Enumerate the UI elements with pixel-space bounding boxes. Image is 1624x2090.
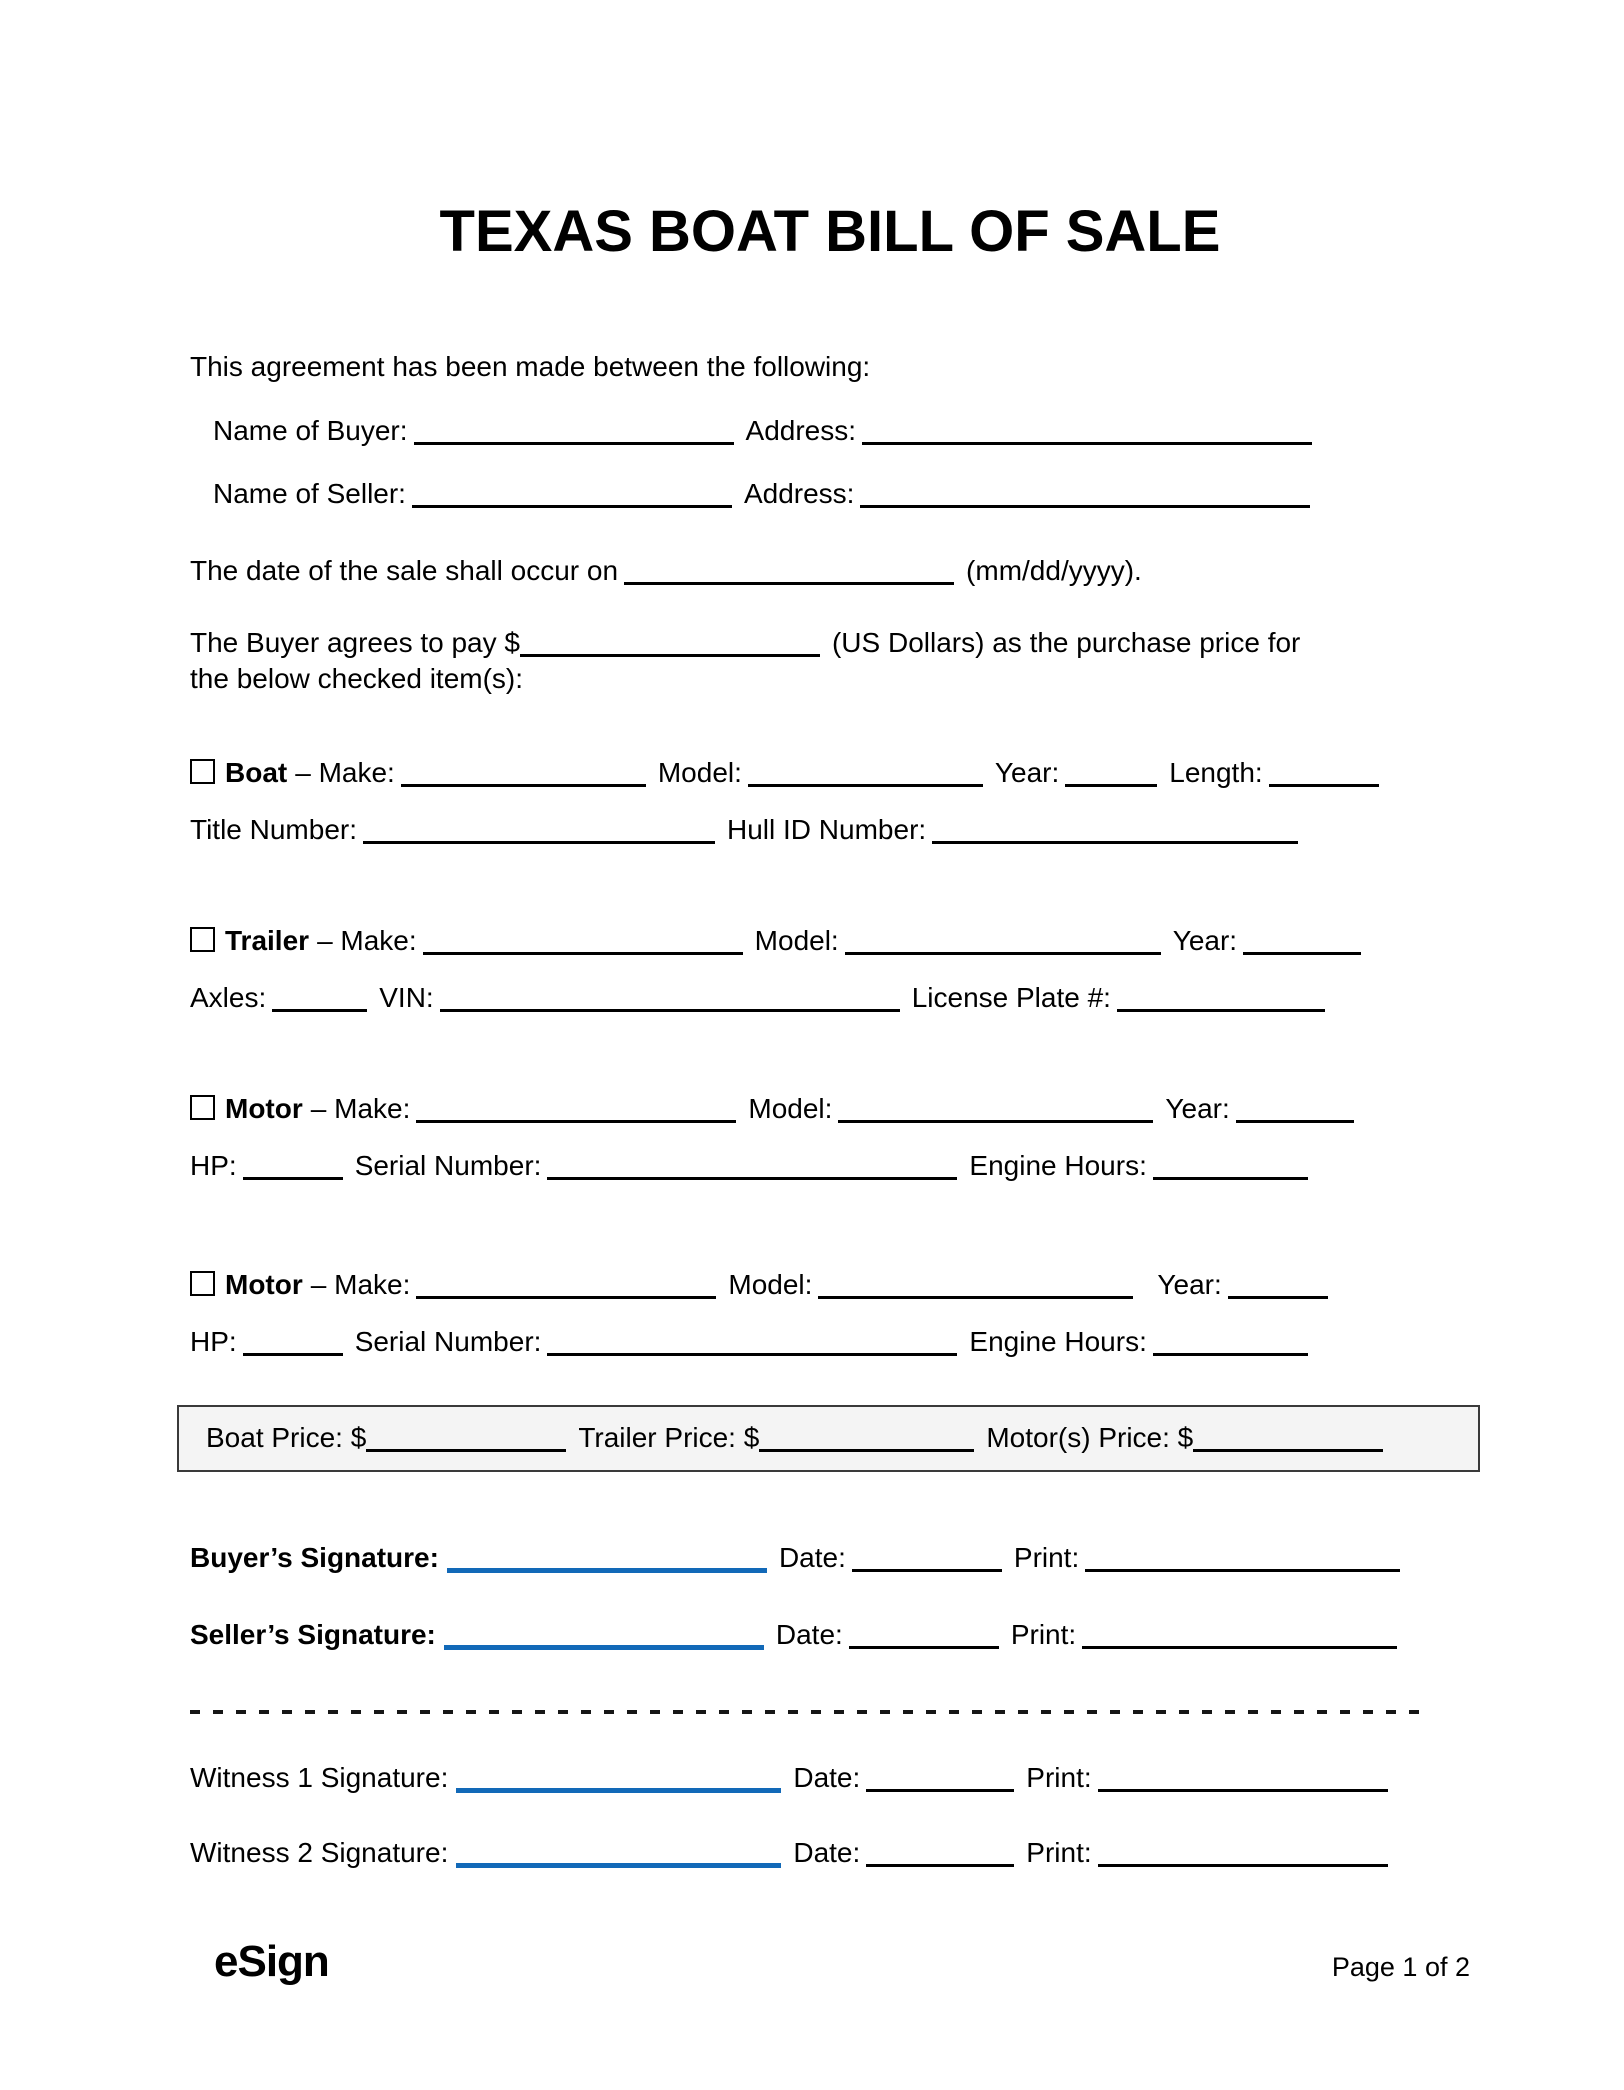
boat-model-label: Model: <box>657 757 742 788</box>
motor1-hp-label: HP: <box>190 1150 237 1181</box>
seller-date-line <box>849 1626 999 1649</box>
witness2-print-label: Print: <box>1026 1837 1092 1868</box>
date-format-hint: (mm/dd/yyyy). <box>966 555 1142 586</box>
motor1-checkbox[interactable] <box>190 1095 215 1120</box>
trailer-price-label: Trailer Price: $ <box>578 1422 760 1453</box>
witness1-date-label: Date: <box>793 1762 861 1793</box>
payment-row <box>190 626 1470 660</box>
motor2-year-label: Year: <box>1157 1269 1222 1300</box>
buyer-address-line <box>862 422 1312 445</box>
motor2-checkbox[interactable] <box>190 1271 215 1296</box>
motor1-year-label: Year: <box>1165 1093 1230 1124</box>
buyer-print-label: Print: <box>1013 1542 1080 1573</box>
title-number-line <box>363 821 715 844</box>
boat-make-line <box>401 764 646 787</box>
price-summary-box <box>177 1405 1480 1472</box>
seller-signature-label: Seller’s Signature: <box>190 1619 436 1650</box>
witness2-date-label: Date: <box>793 1837 861 1868</box>
seller-signature-field[interactable] <box>444 1627 764 1650</box>
seller-signature-row <box>190 1618 1470 1652</box>
motors-price-label: Motor(s) Price: $ <box>986 1422 1194 1453</box>
seller-name-row <box>190 477 1470 511</box>
boat-id-row <box>190 813 1470 847</box>
motor2-make-label: – Make: <box>310 1269 411 1300</box>
trailer-year-line <box>1243 932 1361 955</box>
boat-length-label: Length: <box>1169 757 1263 788</box>
witness1-signature-row <box>190 1761 1470 1795</box>
motor1-engine-hours-label: Engine Hours: <box>969 1150 1147 1181</box>
motor1-make-label: – Make: <box>310 1093 411 1124</box>
vin-line <box>440 989 900 1012</box>
intro-text: This agreement has been made between the following: <box>190 351 871 382</box>
motor1-year-line <box>1236 1100 1354 1123</box>
seller-date-label: Date: <box>775 1619 843 1650</box>
seller-address-label: Address: <box>743 478 855 509</box>
page-number: Page 1 of 2 <box>1331 1952 1470 1982</box>
payment-amount-line <box>520 634 820 657</box>
hull-id-line <box>932 821 1298 844</box>
motor2-year-line <box>1228 1276 1328 1299</box>
motor1-engine-hours-line <box>1153 1157 1308 1180</box>
buyer-signature-label: Buyer’s Signature: <box>190 1542 439 1573</box>
motor1-serial-line <box>547 1157 957 1180</box>
payment-row-continued: the below checked item(s): <box>190 663 524 694</box>
witness2-signature-label: Witness 2 Signature: <box>190 1837 449 1868</box>
trailer-checkbox[interactable] <box>190 927 215 952</box>
witness1-print-line <box>1098 1769 1388 1792</box>
boat-price-label: Boat Price: $ <box>206 1422 367 1453</box>
motor2-make-line <box>416 1276 716 1299</box>
buyer-signature-field[interactable] <box>447 1550 767 1573</box>
buyer-address-label: Address: <box>745 415 857 446</box>
seller-name-label: Name of Seller: <box>213 478 406 509</box>
motor2-model-line <box>818 1276 1133 1299</box>
boat-make-label: – Make: <box>295 757 395 788</box>
section-divider <box>190 1710 1430 1714</box>
esign-logo: eSign <box>214 1937 329 1986</box>
buyer-date-label: Date: <box>778 1542 846 1573</box>
hull-id-label: Hull ID Number: <box>727 814 927 845</box>
motor2-row <box>190 1268 1470 1302</box>
motors-price-line <box>1193 1429 1383 1452</box>
motor2-hp-line <box>243 1333 343 1356</box>
witness2-signature-row <box>190 1836 1470 1870</box>
witness1-date-line <box>866 1769 1014 1792</box>
trailer-year-label: Year: <box>1172 925 1238 956</box>
witness1-signature-label: Witness 1 Signature: <box>190 1762 449 1793</box>
trailer-make-label: – Make: <box>317 925 417 956</box>
motor2-engine-hours-line <box>1153 1333 1308 1356</box>
trailer-item-label: Trailer <box>225 925 310 956</box>
seller-address-line <box>860 485 1310 508</box>
vin-label: VIN: <box>379 982 434 1013</box>
motor1-serial-label: Serial Number: <box>354 1150 542 1181</box>
boat-model-line <box>748 764 983 787</box>
boat-checkbox[interactable] <box>190 759 215 784</box>
axles-label: Axles: <box>190 982 267 1013</box>
motor2-engine-hours-label: Engine Hours: <box>969 1326 1147 1357</box>
motor2-item-label: Motor <box>225 1269 303 1300</box>
boat-item-label: Boat <box>225 757 288 788</box>
witness2-signature-field[interactable] <box>456 1845 781 1868</box>
motor1-hp-line <box>243 1157 343 1180</box>
buyer-signature-row <box>190 1541 1470 1575</box>
buyer-name-line <box>414 422 734 445</box>
boat-year-label: Year: <box>994 757 1060 788</box>
motor2-detail-row <box>190 1325 1470 1359</box>
motor1-item-label: Motor <box>225 1093 303 1124</box>
page-footer <box>190 1939 1470 1985</box>
motor2-model-label: Model: <box>728 1269 813 1300</box>
motor1-model-label: Model: <box>748 1093 833 1124</box>
boat-year-line <box>1065 764 1157 787</box>
motor1-detail-row <box>190 1149 1470 1183</box>
sale-date-text: The date of the sale shall occur on <box>190 555 619 586</box>
seller-print-line <box>1082 1626 1397 1649</box>
buyer-date-line <box>852 1549 1002 1572</box>
witness1-print-label: Print: <box>1026 1762 1092 1793</box>
witness2-date-line <box>866 1844 1014 1867</box>
buyer-name-label: Name of Buyer: <box>213 415 408 446</box>
motor1-model-line <box>838 1100 1153 1123</box>
trailer-model-line <box>845 932 1161 955</box>
payment-suffix-text: (US Dollars) as the purchase price for <box>831 627 1301 658</box>
trailer-row <box>190 924 1470 958</box>
buyer-print-line <box>1085 1549 1400 1572</box>
page-title: TEXAS BOAT BILL OF SALE <box>439 199 1221 264</box>
title-number-label: Title Number: <box>190 814 358 845</box>
trailer-model-label: Model: <box>754 925 839 956</box>
trailer-price-line <box>759 1429 974 1452</box>
trailer-make-line <box>423 932 743 955</box>
witness2-print-line <box>1098 1844 1388 1867</box>
witness1-signature-field[interactable] <box>456 1770 781 1793</box>
boat-length-line <box>1269 764 1379 787</box>
license-plate-line <box>1117 989 1325 1012</box>
motor1-row <box>190 1092 1470 1126</box>
buyer-name-row <box>190 414 1470 448</box>
motor1-make-line <box>416 1100 736 1123</box>
seller-print-label: Print: <box>1010 1619 1077 1650</box>
motor2-hp-label: HP: <box>190 1326 237 1357</box>
sale-date-row <box>190 554 1470 588</box>
motor2-serial-line <box>547 1333 957 1356</box>
trailer-id-row <box>190 981 1470 1015</box>
boat-row <box>190 756 1470 790</box>
axles-line <box>272 989 367 1012</box>
boat-price-line <box>366 1429 566 1452</box>
payment-text: The Buyer agrees to pay $ <box>190 627 520 658</box>
motor2-serial-label: Serial Number: <box>354 1326 542 1357</box>
license-plate-label: License Plate #: <box>911 982 1111 1013</box>
seller-name-line <box>412 485 732 508</box>
sale-date-line <box>624 562 954 585</box>
